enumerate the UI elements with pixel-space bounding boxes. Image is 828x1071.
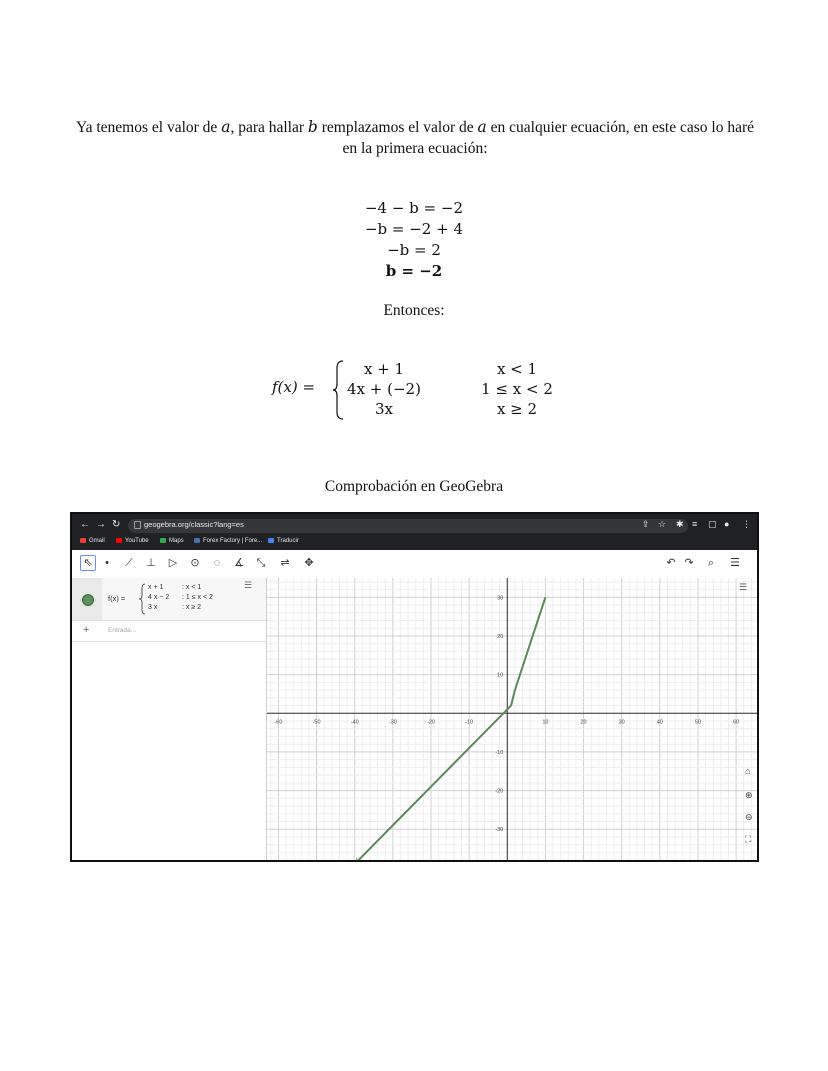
y-tick-label: -20 (495, 788, 504, 795)
undo-icon[interactable]: ↶ (666, 557, 676, 569)
equation-line: −4 − b = −2 (364, 199, 464, 217)
piecewise-function (272, 360, 572, 422)
x-tick-label: 40 (656, 719, 663, 726)
y-tick-label: 20 (497, 633, 504, 640)
case-condition: 1 ≤ x < 2 (481, 380, 553, 398)
entonces-label: Entonces: (383, 302, 445, 319)
visibility-toggle[interactable] (82, 594, 94, 606)
var-a: a (221, 118, 231, 136)
reflect-tool-icon[interactable]: ⤡ (256, 557, 266, 569)
x-tick-label: -50 (312, 719, 321, 726)
redo-icon[interactable]: ↷ (684, 557, 694, 569)
circle-tool-icon[interactable]: ⊙ (190, 557, 200, 569)
add-icon[interactable]: + (83, 624, 90, 636)
function-curve (355, 597, 549, 862)
equation-block (0, 198, 828, 282)
brace-icon (332, 360, 344, 420)
bookmark-forex[interactable]: Forex Factory | Fore... (194, 538, 262, 544)
x-tick-label: 30 (618, 719, 625, 726)
caption: Comprobación en GeoGebra (324, 478, 504, 495)
bookmark-traducir[interactable]: Traducir (268, 538, 299, 544)
algebra-case-cond: : x < 1 (182, 584, 202, 591)
line-tool-icon[interactable]: ⟋ (125, 557, 133, 569)
case-expr: 3x (374, 400, 393, 418)
equation-line: −b = 2 (387, 241, 441, 259)
equation-line: −b = −2 + 4 (364, 220, 464, 238)
zoom-out-icon[interactable]: ⊖ (745, 812, 753, 822)
graphics-settings-icon[interactable]: ☰ (739, 582, 748, 592)
algebra-view (72, 578, 267, 862)
x-tick-label: -20 (427, 719, 435, 726)
main-menu-icon[interactable]: ☰ (730, 557, 740, 569)
lock-icon (134, 521, 141, 529)
x-tick-label: -10 (465, 719, 474, 726)
search-icon[interactable]: ⌕ (707, 557, 715, 569)
x-tick-label: -30 (388, 719, 397, 726)
intro-text-2: , para hallar (230, 119, 308, 136)
x-tick-label: 50 (694, 719, 702, 726)
move-tool-icon[interactable]: ⇖ (80, 555, 96, 571)
algebra-row[interactable] (72, 578, 266, 621)
point-tool-icon[interactable]: • (105, 557, 109, 569)
geogebra-toolbar (72, 550, 757, 579)
y-tick-label: -10 (495, 749, 504, 756)
x-tick-label: 60 (733, 719, 740, 726)
input-placeholder: Entrada... (108, 627, 137, 634)
algebra-case-expr: 4 x − 2 (148, 594, 170, 601)
case-condition: x < 1 (496, 360, 538, 378)
menu-icon[interactable]: ⋮ (742, 519, 751, 529)
algebra-settings-icon[interactable]: ☰ (244, 580, 253, 590)
address-text: geogebra.org/classic?lang=es (144, 520, 244, 529)
geogebra-screenshot (70, 512, 759, 862)
function-name: f(x) = (272, 378, 316, 396)
algebra-case-expr: x + 1 (148, 584, 164, 591)
intro-text-1: Ya tenemos el valor de (75, 119, 222, 136)
y-tick-label: 10 (497, 672, 504, 679)
star-icon[interactable]: ☆ (658, 519, 667, 529)
intro-paragraph (70, 117, 760, 159)
algebra-case-cond: : 1 ≤ x < 2 (182, 594, 213, 601)
x-tick-label: 10 (542, 719, 549, 726)
home-icon[interactable]: ⌂ (745, 766, 751, 776)
algebra-function-name: f(x) = (108, 594, 126, 603)
bookmark-gmail[interactable]: Gmail (80, 538, 105, 544)
angle-tool-icon[interactable]: ∡ (234, 557, 244, 569)
intro-text-4: en cualquier ecuación, en este caso lo haré en la primera ecuación: (342, 119, 755, 157)
reload-icon[interactable]: ↻ (112, 519, 121, 530)
x-tick-label: -40 (350, 719, 359, 726)
forward-icon[interactable]: → (96, 519, 106, 530)
y-tick-label: -30 (495, 827, 504, 834)
conic-tool-icon[interactable]: ◌ (213, 557, 221, 569)
algebra-case-expr: 3 x (148, 604, 158, 611)
equation-result: b = −2 (385, 262, 443, 280)
media-icon[interactable]: ≡ (692, 519, 698, 529)
back-icon[interactable]: ← (80, 519, 90, 530)
slider-tool-icon[interactable]: ⇌ (280, 557, 290, 569)
x-tick-label: 20 (580, 719, 587, 726)
extensions-icon[interactable]: ✱ (676, 519, 684, 529)
graphics-view[interactable] (267, 578, 759, 862)
case-expr: 4x + (−2) (347, 380, 421, 398)
var-b: b (307, 118, 318, 136)
var-a-2: a (477, 118, 487, 136)
case-condition: x ≥ 2 (496, 400, 538, 418)
perpendicular-tool-icon[interactable]: ⊥ (146, 557, 156, 569)
input-bar[interactable] (72, 621, 266, 642)
profile-icon[interactable]: ● (724, 519, 730, 529)
algebra-case-cond: : x ≥ 2 (182, 604, 202, 611)
fullscreen-icon[interactable]: ⛶ (745, 834, 752, 844)
brace-icon (138, 583, 146, 615)
polygon-tool-icon[interactable]: ▷ (168, 557, 178, 569)
browser-chrome (72, 514, 757, 550)
address-bar[interactable] (128, 519, 688, 533)
x-tick-label: -60 (274, 719, 283, 726)
window-icon[interactable]: ▢ (708, 519, 717, 529)
graph-canvas[interactable] (267, 578, 759, 862)
case-expr: x + 1 (363, 360, 405, 378)
move-view-tool-icon[interactable]: ✥ (304, 557, 314, 569)
intro-text-3: remplazamos el valor de (317, 119, 478, 136)
bookmark-youtube[interactable]: YouTube (116, 538, 149, 544)
curve-label: f (355, 858, 358, 862)
y-tick-label: 30 (497, 595, 504, 602)
bookmark-maps[interactable]: Maps (160, 538, 184, 544)
share-icon[interactable]: ⇪ (642, 519, 650, 529)
zoom-in-icon[interactable]: ⊕ (745, 790, 753, 800)
